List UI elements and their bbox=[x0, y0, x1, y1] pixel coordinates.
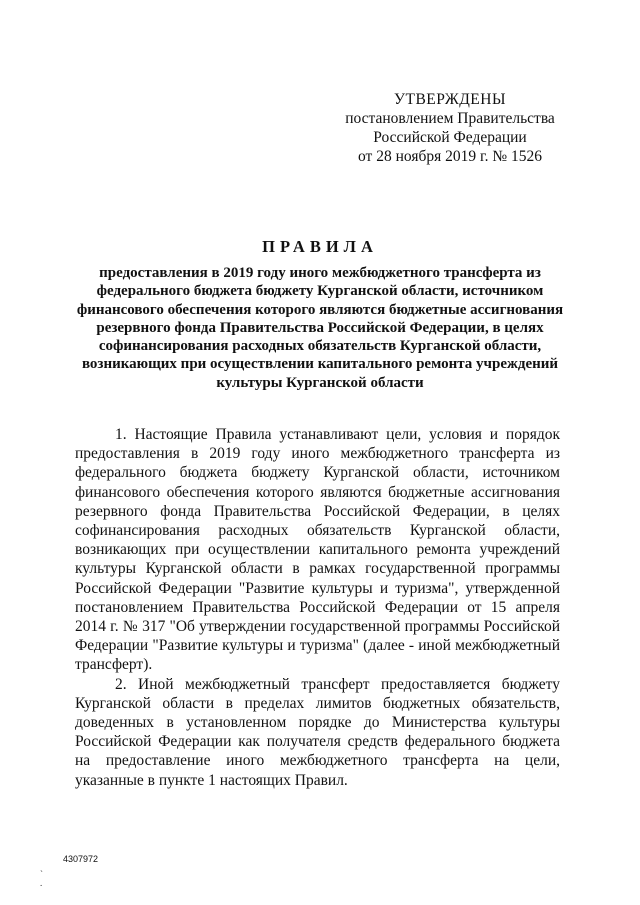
document-body bbox=[75, 425, 560, 790]
scan-mark: ` bbox=[40, 869, 43, 879]
paragraph-1: 1. Настоящие Правила устанавливают цели, условия и порядок предоставления в 2019 году иного межбюджетного трансферта из федерального бюджета бюджету Курганской области, источником финансового обеспечения которого являются бюджетные ассигнования резервного фонда Правительства Российской Федерации, в целях софинансирования расходных обязательств Курганской области, возникающих при осуществлении капитального ремонта учреждений культуры Курганской области в рамках государственной программы Российской Федерации "Развитие культуры и туризма", утвержденной постановлением Правительства Российской Федерации от 15 апреля 2014 г. № 317 "Об утверждении государственной программы Российской Федерации "Развитие культуры и туризма" (далее - иной межбюджетный трансферт). bbox=[75, 426, 560, 674]
document-subtitle: предоставления в 2019 году иного межбюджетного трансферта из федерального бюджета бюджету Курганской области, источником финансового обеспечения которого являются бюджетные ассигнования резервного фонда Правительства Российской Федерации, в целях софинансирования расходных обязательств Курганской области, возникающих при осуществлении капитального ремонта учреждений культуры Курганской области bbox=[76, 265, 564, 391]
document-title: ПРАВИЛА bbox=[262, 237, 378, 256]
paragraph-2: 2. Иной межбюджетный трансферт предоставляется бюджету Курганской области в пределах лимитов бюджетных обязательств, доведенных в установленном порядке до Министерства культуры Российской Федерации как получателя средств федерального бюджета на предоставление иного межбюджетного трансферта на цели, указанные в пункте 1 настоящих Правил. bbox=[75, 675, 560, 789]
approval-line-2: Российской Федерации bbox=[373, 129, 527, 146]
scan-mark: . bbox=[40, 878, 43, 888]
document-number: 4307972 bbox=[63, 854, 99, 864]
approval-heading: УТВЕРЖДЕНЫ bbox=[394, 91, 506, 108]
approval-line-3: от 28 ноября 2019 г. № 1526 bbox=[358, 148, 542, 165]
approval-line-1: постановлением Правительства bbox=[345, 110, 555, 127]
approval-block bbox=[340, 90, 560, 166]
